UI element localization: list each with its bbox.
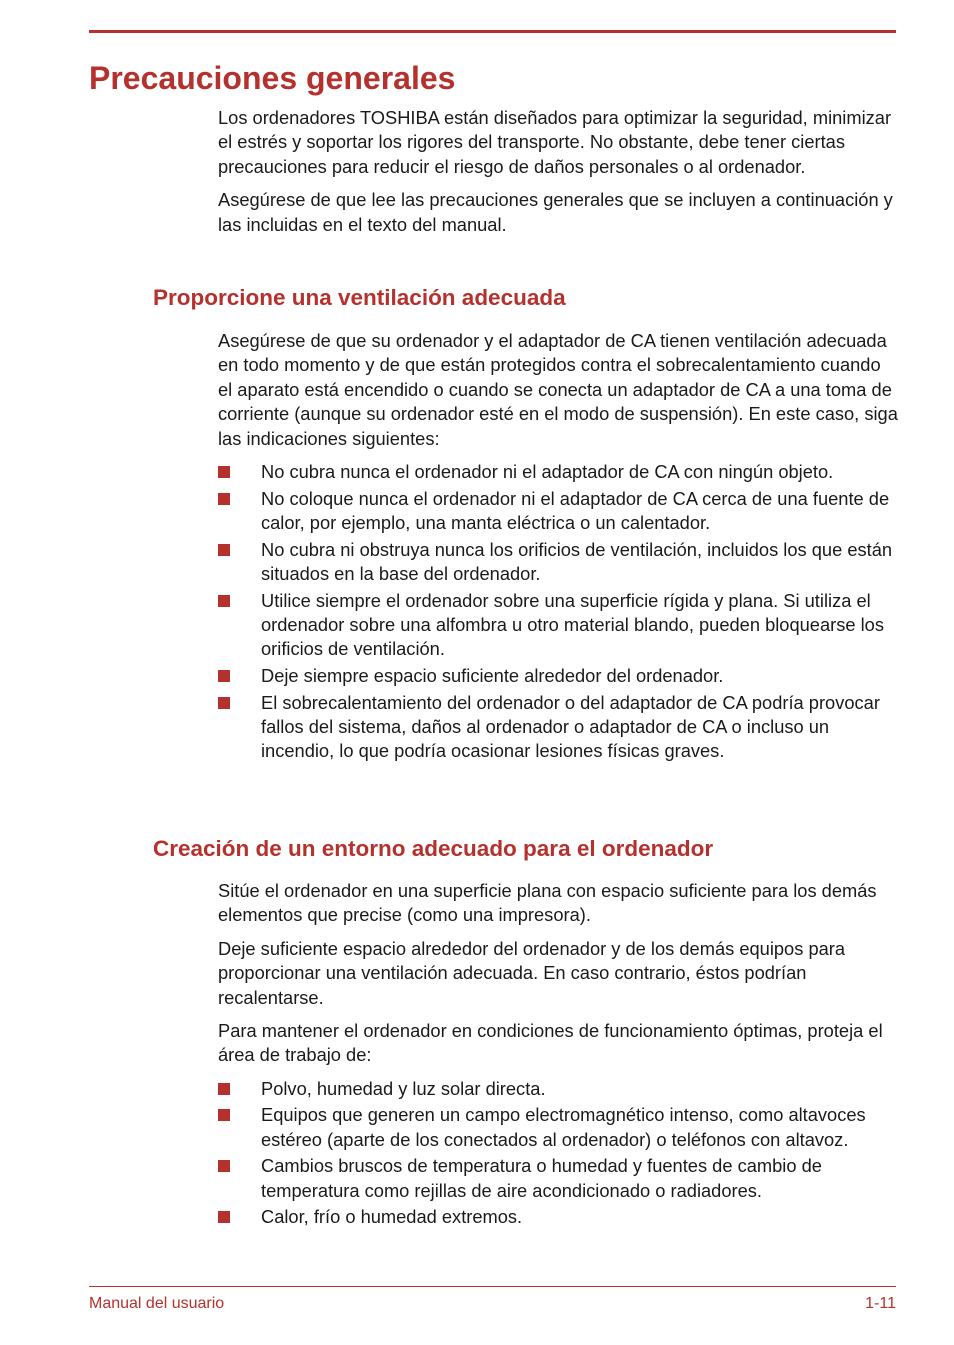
section-paragraph: Asegúrese de que su ordenador y el adaptador de CA tienen ventilación adecuada en todo momento y de que están protegidos contra el sobrecalentamiento cuando el aparato está encendido o cuando se conecta un adaptador de CA a una toma de corriente (aunque su ordenador esté en el modo de suspensión). En este caso, siga las indicaciones siguientes:: [218, 330, 898, 449]
list-item: [218, 460, 898, 484]
list-item-text: Cambios bruscos de temperatura o humedad y fuentes de cambio de temperatura como rejillas de aire acondicionado o radiadores.: [261, 1155, 822, 1201]
list-item: [218, 1103, 898, 1152]
environment-list: [218, 1077, 898, 1230]
footer-page-number: 1-11: [865, 1295, 896, 1312]
page-title: Precauciones generales: [89, 60, 456, 96]
list-item-text: Utilice siempre el ordenador sobre una superficie rígida y plana. Si utiliza el ordenador sobre una alfombra u otro material blando, pueden bloquearse los orificios de ventilación.: [261, 589, 884, 660]
section-heading-environment: Creación de un entorno adecuado para el ordenador: [153, 836, 714, 861]
list-item-text: No coloque nunca el ordenador ni el adaptador de CA cerca de una fuente de calor, por ejemplo, una manta eléctrica o un calentador.: [261, 487, 890, 534]
list-item: [218, 487, 898, 536]
list-item-text: No cubra nunca el ordenador ni el adaptador de CA con ningún objeto.: [261, 461, 834, 483]
list-item-text: No cubra ni obstruya nunca los orificios de ventilación, incluidos los que están situados en la base del ordenador.: [261, 538, 893, 585]
list-item: [218, 1154, 898, 1203]
list-item: [218, 1205, 898, 1229]
list-item: [218, 664, 898, 688]
ventilation-section: [218, 329, 898, 766]
intro-section: [218, 106, 898, 246]
square-bullet-icon: [218, 595, 230, 607]
list-item-text: Deje siempre espacio suficiente alrededor del ordenador.: [261, 665, 724, 687]
list-item-text: Polvo, humedad y luz solar directa.: [261, 1077, 546, 1099]
list-item: [218, 1077, 898, 1101]
footer-manual-title: Manual del usuario: [89, 1295, 225, 1312]
intro-paragraph: Asegúrese de que lee las precauciones generales que se incluyen a continuación y las incluidas en el texto del manual.: [218, 189, 893, 235]
square-bullet-icon: [218, 670, 230, 682]
square-bullet-icon: [218, 1109, 230, 1121]
square-bullet-icon: [218, 1083, 230, 1095]
environment-section: [218, 879, 898, 1232]
section-heading-ventilation: Proporcione una ventilación adecuada: [153, 285, 566, 310]
square-bullet-icon: [218, 466, 230, 478]
square-bullet-icon: [218, 493, 230, 505]
intro-paragraph: Los ordenadores TOSHIBA están diseñados para optimizar la seguridad, minimizar el estrés y soportar los rigores del transporte. No obstante, debe tener ciertas precauciones para reducir el riesgo de daños personales o al ordenador.: [218, 107, 892, 177]
square-bullet-icon: [218, 1211, 230, 1223]
list-item: [218, 538, 898, 587]
bottom-rule: [89, 1286, 896, 1287]
list-item: [218, 691, 898, 764]
square-bullet-icon: [218, 697, 230, 709]
list-item-text: Calor, frío o humedad extremos.: [261, 1206, 523, 1228]
square-bullet-icon: [218, 1160, 230, 1172]
section-paragraph: Deje suficiente espacio alrededor del ordenador y de los demás equipos para proporcionar una ventilación adecuada. En caso contrario, éstos podrían recalentarse.: [218, 937, 846, 1008]
list-item-text: Equipos que generen un campo electromagnético intenso, como altavoces estéreo (aparte de los conectados al ordenador) o teléfonos con altavoz.: [261, 1104, 866, 1150]
section-paragraph: Para mantener el ordenador en condiciones de funcionamiento óptimas, proteja el área de trabajo de:: [218, 1020, 883, 1066]
list-item: [218, 589, 898, 662]
ventilation-list: [218, 460, 898, 764]
top-rule: [89, 30, 896, 33]
square-bullet-icon: [218, 544, 230, 556]
section-paragraph: Sitúe el ordenador en una superficie plana con espacio suficiente para los demás elementos que precise (como una impresora).: [218, 880, 877, 926]
list-item-text: El sobrecalentamiento del ordenador o del adaptador de CA podría provocar fallos del sistema, daños al ordenador o adaptador de CA o incluso un incendio, lo que podría ocasionar lesiones físicas graves.: [261, 691, 880, 762]
